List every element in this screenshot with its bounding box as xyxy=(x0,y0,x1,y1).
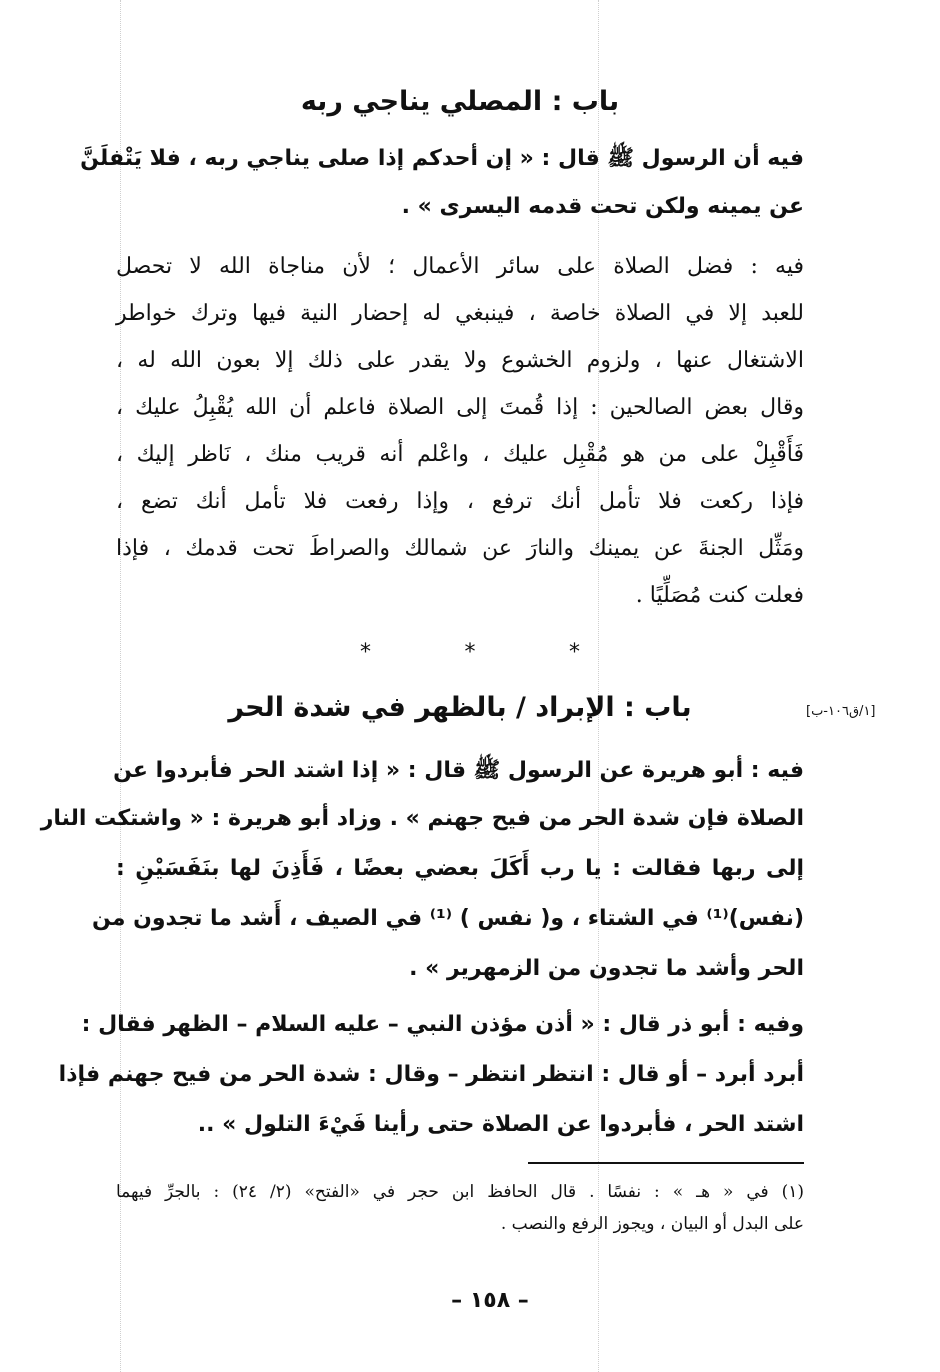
hadith-line: وفيه : أبو ذر قال : « أذن مؤذن النبي – عليه السلام – الظهر فقال : xyxy=(81,1012,804,1037)
chapter-heading-1: باب : المصلي يناجي ربه xyxy=(300,86,620,117)
footnote-divider xyxy=(528,1162,804,1164)
separator-star: * xyxy=(464,640,476,665)
hadith-line: فيه : أبو هريرة عن الرسول ﷺ قال : « إذا اشتد الحر فأبردوا عن xyxy=(113,758,804,783)
hadith-line: الصلاة فإن شدة الحر من فيح جهنم » . وزاد أبو هريرة : « واشتكت النار xyxy=(40,806,804,831)
section-separator xyxy=(360,640,580,665)
commentary-line: فَأَقْبِلْ على من هو مُقْبِل عليك ، واعْلم أنه قريب منك ، نَاظر إليك ، xyxy=(116,442,804,467)
separator-star: * xyxy=(569,640,580,665)
footnote-line: على البدل أو البيان ، ويجوز الرفع والنصب . xyxy=(500,1214,804,1234)
commentary-line: للعبد إلا في الصلاة خاصة ، فينبغي له إحضار النية فيها وترك خواطر xyxy=(116,301,804,326)
hadith-line: اشتد الحر ، فأبردوا عن الصلاة حتى رأينا فَيْءَ التلول » .. xyxy=(197,1112,804,1137)
commentary-line: الاشتغال عنها ، ولزوم الخشوع ولا يقدر على ذلك إلا بعون الله له ، xyxy=(116,348,804,373)
commentary-line: وقال بعض الصالحين : إذا قُمتَ إلى الصلاة فاعلم أن الله يُقْبِلُ عليك ، xyxy=(116,395,804,420)
hadith-line: عن يمينه ولكن تحت قدمه اليسرى » . xyxy=(401,194,804,219)
chapter-heading-2: باب : الإبراد / بالظهر في شدة الحر xyxy=(228,692,692,723)
footnote-line: (١) في « هـ » : نفسًا . قال الحافظ ابن حجر في «الفتح» (٢/ ٢٤) : بالجرِّ فيهما xyxy=(116,1182,804,1202)
commentary-line: فإذا ركعت فلا تأمل أنك ترفع ، وإذا رفعت فلا تأمل أنك تضع ، xyxy=(116,489,804,514)
hadith-line: الحر وأشد ما تجدون من الزمهرير » . xyxy=(409,956,804,981)
hadith-line: إلى ربها فقالت : يا رب أَكَلَ بعضي بعضًا ، فَأَذِنَ لها بنَفَسَيْنِ : xyxy=(116,856,804,881)
hadith-line: فيه أن الرسول ﷺ قال : « إن أحدكم إذا صلى يناجي ربه ، فلا يَتْفلَنَّ xyxy=(80,146,804,171)
commentary-line: فعلت كنت مُصَلِّيًا . xyxy=(635,583,804,608)
hadith-line: أبرد أبرد – أو قال : انتظر انتظر – وقال : شدة الحر من فيح جهنم فإذا xyxy=(58,1062,804,1087)
hadith-line: (نفس)⁽¹⁾ في الشتاء ، و( نفس ) ⁽¹⁾ في الصيف ، أَشد ما تجدون من xyxy=(92,906,804,931)
commentary-line: فيه : فضل الصلاة على سائر الأعمال ؛ لأن مناجاة الله لا تحصل xyxy=(116,254,804,279)
manuscript-folio-note: [١/ق١٠٦-ب] xyxy=(806,704,876,719)
page-number: – ١٥٨ – xyxy=(451,1288,529,1313)
commentary-line: ومَثِّل الجنةَ عن يمينك والنارَ عن شمالك والصراطَ تحت قدمك ، فإذا xyxy=(116,536,804,561)
separator-star: * xyxy=(360,640,371,665)
